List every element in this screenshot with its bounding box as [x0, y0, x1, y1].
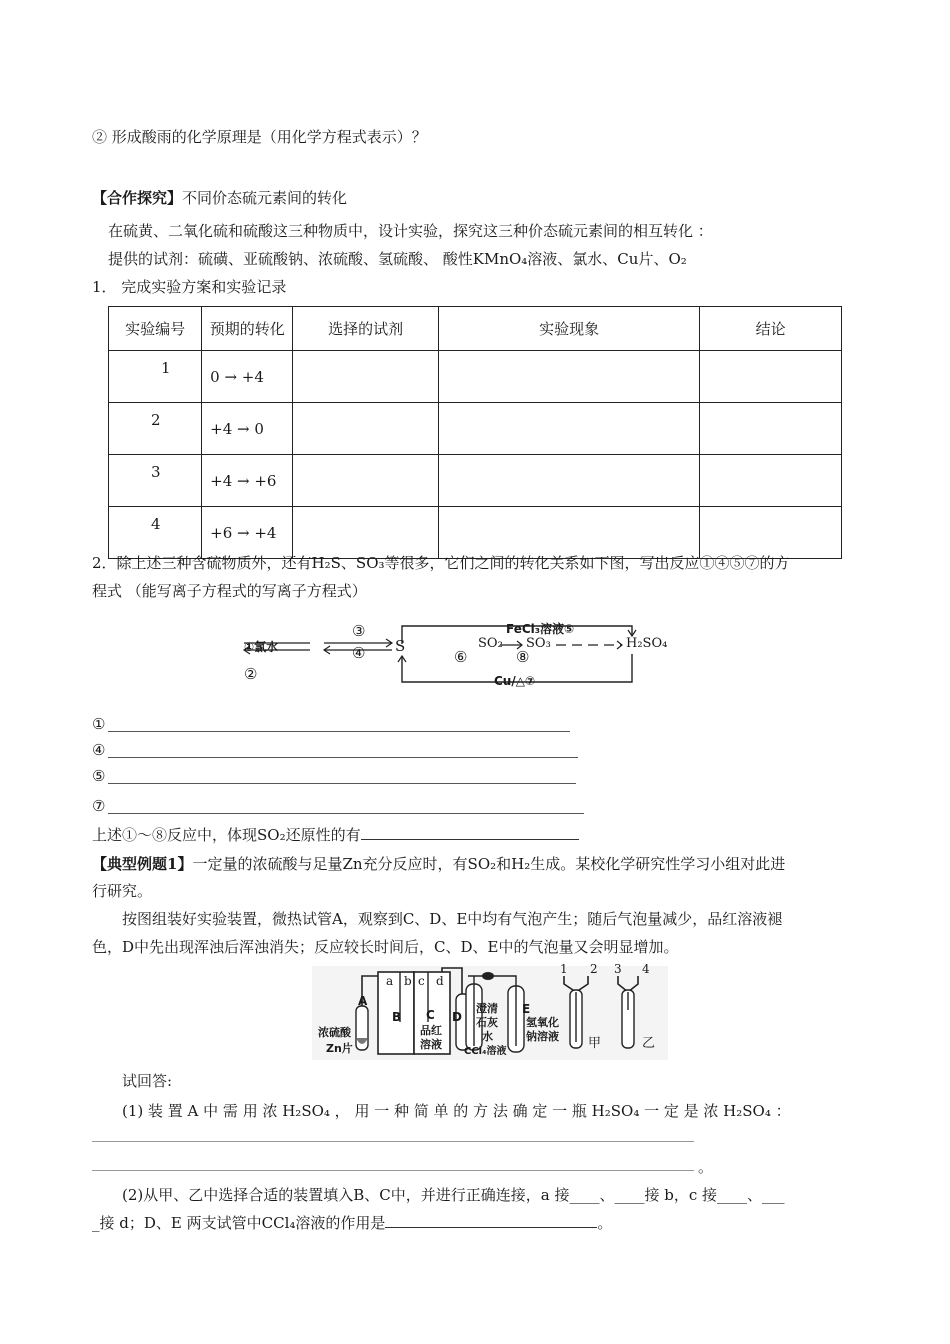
answer-line-4[interactable]: [108, 757, 578, 758]
reaction-5-label: FeCl₃溶液⑤: [506, 622, 575, 636]
device-yi-label: 乙: [642, 1036, 656, 1051]
answer-line-5[interactable]: [108, 783, 576, 784]
table-row: [109, 403, 842, 455]
coop-heading: [92, 187, 347, 208]
question-2-line1: (2)从甲、乙中选择合适的装置填入B、C中，并进行正确连接，a 接____、____接 b，c 接____、___: [122, 1186, 785, 1204]
port-a: a: [386, 974, 394, 988]
example-line2: 行研究。: [92, 882, 153, 900]
device-port-2: 2: [590, 962, 598, 976]
phenomenon-cell[interactable]: [439, 455, 700, 507]
table-row: [109, 455, 842, 507]
row-number: 2: [109, 403, 202, 455]
answer-line-1[interactable]: [108, 731, 570, 732]
row-conversion: +4 → 0: [202, 403, 293, 455]
port-c: c: [418, 974, 425, 988]
ccl4-role-blank[interactable]: [385, 1213, 597, 1228]
port-d: d: [436, 974, 444, 988]
sulfur-conversion-diagram: [230, 616, 680, 696]
vessel-c-solution-2: 溶液: [420, 1038, 442, 1051]
row-conversion: +6 → +4: [202, 507, 293, 559]
header-number: 实验编号: [109, 307, 202, 351]
question-1: (1) 装 置 A 中 需 用 浓 H₂SO₄ ， 用 一 种 简 单 的 方 法 确 定 一 瓶 H₂SO₄ 一 定 是 浓 H₂SO₄ ：: [122, 1102, 791, 1120]
reaction-3-label: ③: [352, 622, 366, 640]
tube-d-solution-1: 澄清: [476, 1002, 498, 1015]
answer-label-7: ⑦: [92, 797, 106, 815]
device-port-1: 1: [560, 962, 568, 976]
table-header-row: [109, 307, 842, 351]
device-port-3: 3: [614, 962, 622, 976]
row-number: 3: [109, 455, 202, 507]
device-jia-label: 甲: [588, 1036, 602, 1051]
question-2-line2: [92, 1212, 612, 1233]
phenomenon-cell[interactable]: [439, 403, 700, 455]
tube-d-solution-2: 石灰: [476, 1016, 498, 1029]
so3-node: SO₃: [526, 636, 551, 651]
row-conversion: 0 → +4: [202, 351, 293, 403]
conclusion-cell[interactable]: [700, 507, 842, 559]
example-tag: 【典型例题1】: [92, 855, 193, 873]
task2-line2: 程式 （能写离子方程式的写离子方程式）: [92, 582, 367, 600]
sulfur-node: S: [395, 637, 406, 655]
reaction-1-label: ①氯水: [244, 640, 279, 654]
answer-label-1: ①: [92, 715, 106, 733]
vessel-b-label: B: [392, 1010, 402, 1024]
h2so4-node: H₂SO₄: [626, 636, 668, 651]
tube-a-acid-label: 浓硫酸: [318, 1026, 351, 1039]
question-1-answer-line-2[interactable]: [92, 1170, 694, 1171]
device-port-4: 4: [642, 962, 650, 976]
question-2-text: _接 d；D、E 两支试管中CCl₄溶液的作用是: [92, 1214, 386, 1232]
reaction-6-label: ⑥: [454, 648, 468, 666]
header-reagent: 选择的试剂: [293, 307, 439, 351]
example-para-line2: 色，D中先出现浑浊后浑浊消失；反应较长时间后，C、D、E中的气泡量又会明显增加。: [92, 938, 679, 956]
vessel-c-label: C: [426, 1008, 435, 1022]
tube-a-label: A: [358, 994, 368, 1008]
answer-label-4: ④: [92, 741, 106, 759]
reagent-cell[interactable]: [293, 351, 439, 403]
tube-d-solution-3: 水: [482, 1030, 493, 1043]
row-conversion: +4 → +6: [202, 455, 293, 507]
question-1-end: 。: [698, 1158, 714, 1176]
coop-reagents: 提供的试剂：硫磺、亚硫酸钠、浓硫酸、氢硫酸、 酸性KMnO₄溶液、氯水、Cu片、O₂: [108, 250, 687, 268]
so2-node: SO₂: [478, 636, 503, 651]
example-para-line1: 按图组装好实验装置，微热试管A，观察到C、D、E中均有气泡产生；随后气泡量减少，品红溶液褪: [122, 910, 783, 928]
conclusion-cell[interactable]: [700, 403, 842, 455]
tube-e-solution-1: 氢氧化: [526, 1016, 559, 1029]
example-line1: [92, 853, 785, 874]
reducing-answer-blank[interactable]: [361, 825, 579, 840]
question-2-end: 。: [597, 1214, 613, 1232]
example-text: 一定量的浓硫酸与足量Zn充分反应时，有SO₂和H₂生成。某校化学研究性学习小组对此进: [192, 855, 786, 873]
ccl4-label: CCl₄溶液: [464, 1046, 507, 1057]
port-b: b: [404, 974, 412, 988]
header-phenomenon: 实验现象: [439, 307, 700, 351]
reagent-cell[interactable]: [293, 507, 439, 559]
tube-d-label: D: [452, 1010, 462, 1024]
apparatus-figure: [312, 962, 668, 1060]
conclusion-cell[interactable]: [700, 351, 842, 403]
tube-e-label: E: [522, 1002, 531, 1016]
reducing-question: [92, 824, 579, 845]
row-number: 1: [109, 351, 202, 403]
reducing-question-text: 上述①～⑧反应中，体现SO₂还原性的有: [92, 826, 361, 844]
experiment-table: [108, 306, 842, 559]
coop-title: 不同价态硫元素间的转化: [182, 189, 348, 207]
coop-tag: 【合作探究】: [92, 189, 183, 207]
reagent-cell[interactable]: [293, 455, 439, 507]
answer-label-5: ⑤: [92, 767, 106, 785]
row-number: 4: [109, 507, 202, 559]
header-conversion: 预期的转化: [202, 307, 293, 351]
acid-rain-question: ② 形成酸雨的化学原理是（用化学方程式表示）？: [92, 128, 427, 146]
answer-line-7[interactable]: [108, 813, 584, 814]
reaction-7-label: Cu/△⑦: [494, 674, 536, 688]
answer-prompt: 试回答:: [122, 1072, 173, 1090]
tube-a-zn-label: Zn片: [326, 1042, 353, 1055]
phenomenon-cell[interactable]: [439, 351, 700, 403]
coop-intro: 在硫黄、二氧化硫和硫酸这三种物质中，设计实验，探究这三种价态硫元素间的相互转化 ：: [108, 222, 713, 240]
question-1-answer-line-1[interactable]: [92, 1141, 694, 1142]
header-conclusion: 结论: [700, 307, 842, 351]
reaction-2-label: ②: [244, 665, 258, 683]
conclusion-cell[interactable]: [700, 455, 842, 507]
table-row: [109, 507, 842, 559]
reaction-8-label: ⑧: [516, 648, 530, 666]
vessel-c-solution-1: 品红: [420, 1024, 442, 1037]
table-row: [109, 351, 842, 403]
tube-e-solution-2: 钠溶液: [526, 1030, 559, 1043]
reagent-cell[interactable]: [293, 403, 439, 455]
task1-title: 1． 完成实验方案和实验记录: [92, 278, 287, 296]
task2-line1: 2．除上述三种含硫物质外，还有H₂S、SO₃等很多，它们之间的转化关系如下图，写出反应①④⑤⑦的方: [92, 554, 790, 572]
reaction-4-label: ④: [352, 644, 366, 662]
phenomenon-cell[interactable]: [439, 507, 700, 559]
